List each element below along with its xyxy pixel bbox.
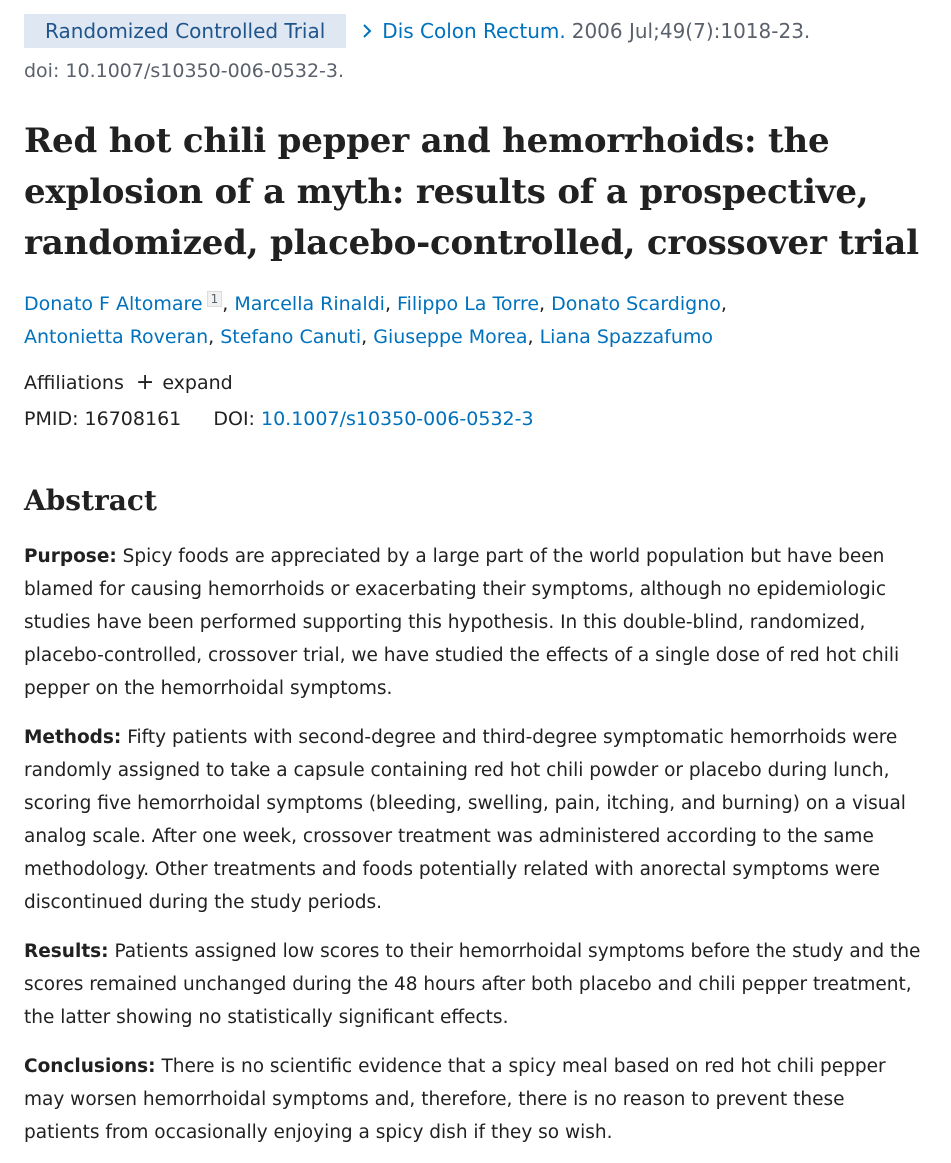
doi-label: DOI: [213, 408, 255, 430]
citation-details: 2006 Jul;49(7):1018-23. [571, 19, 811, 43]
authors-list: Donato F Altomare 1 , Marcella Rinaldi, Filippo La Torre, Donato Scardigno, Antonietta Roveran, Stefano Canuti, Giuseppe Morea, Liana Spazzafumo [24, 292, 727, 348]
section-text: There is no scientific evidence that a spicy meal based on red hot chili pepper may worsen hemorrhoidal symptoms and, therefore, there is no reason to prevent these patients from occasionally enjoying a spicy dish if they so wish. [24, 1056, 886, 1143]
abstract-section-methods [24, 721, 923, 919]
author-link[interactable]: Filippo La Torre [397, 293, 540, 315]
author-link[interactable]: Giuseppe Morea [373, 326, 528, 348]
expand-label: expand [162, 372, 233, 394]
identifiers-row [24, 408, 534, 430]
affiliation-ref[interactable]: 1 [207, 291, 223, 307]
affiliations-label: Affiliations [24, 372, 124, 394]
affiliations-row [24, 372, 233, 394]
section-label: Purpose: [24, 546, 117, 567]
journal-citation [360, 19, 810, 43]
citation-doi: doi: 10.1007/s10350-006-0532-3. [24, 60, 345, 82]
section-label: Conclusions: [24, 1056, 156, 1077]
abstract-section-conclusions [24, 1050, 923, 1149]
plus-icon: + [135, 370, 155, 395]
author-link[interactable]: Antonietta Roveran [24, 326, 209, 348]
section-label: Results: [24, 941, 109, 962]
abstract-body [24, 540, 923, 1163]
abstract-heading: Abstract [24, 484, 157, 517]
affiliations-expand-button[interactable] [136, 372, 233, 394]
chevron-right-icon[interactable] [360, 20, 376, 42]
journal-link[interactable]: Dis Colon Rectum. [382, 19, 566, 43]
publication-type-badge: Randomized Controlled Trial [24, 14, 346, 48]
pmid-value: 16708161 [84, 408, 182, 430]
abstract-section-purpose [24, 540, 923, 705]
author-link[interactable]: Donato F Altomare [24, 293, 203, 315]
doi-link[interactable]: 10.1007/s10350-006-0532-3 [261, 408, 534, 430]
author-link[interactable]: Donato Scardigno [551, 293, 721, 315]
author-link[interactable]: Stefano Canuti [220, 326, 362, 348]
section-text: Patients assigned low scores to their hemorrhoidal symptoms before the study and the scores remained unchanged during the 48 hours after both placebo and chili pepper treatment, the latter showing no statistically significant effects. [24, 941, 921, 1028]
author-link[interactable]: Liana Spazzafumo [539, 326, 714, 348]
section-label: Methods: [24, 727, 122, 748]
abstract-section-results [24, 935, 923, 1034]
article-title: Red hot chili pepper and hemorrhoids: the explosion of a myth: results of a prospective, randomized, placebo-controlled, crossover trial [24, 121, 919, 263]
section-text: Spicy foods are appreciated by a large part of the world population but have been blamed for causing hemorrhoids or exacerbating their symptoms, although no epidemiologic studies have been performed supporting this hypothesis. In this double-blind, randomized, placebo-controlled, crossover trial, we have studied the effects of a single dose of red hot chili pepper on the hemorrhoidal symptoms. [24, 546, 900, 699]
section-text: Fifty patients with second-degree and third-degree symptomatic hemorrhoids were randomly assigned to take a capsule containing red hot chili powder or placebo during lunch, scoring five hemorrhoidal symptoms (bleeding, swelling, pain, itching, and burning) on a visual analog scale. After one week, crossover treatment was administered according to the same methodology. Other treatments and foods potentially related with anorectal symptoms were discontinued during the study periods. [24, 727, 906, 913]
author-link[interactable]: Marcella Rinaldi [234, 293, 385, 315]
article-header-meta [24, 14, 941, 48]
pmid-label: PMID: [24, 408, 79, 430]
